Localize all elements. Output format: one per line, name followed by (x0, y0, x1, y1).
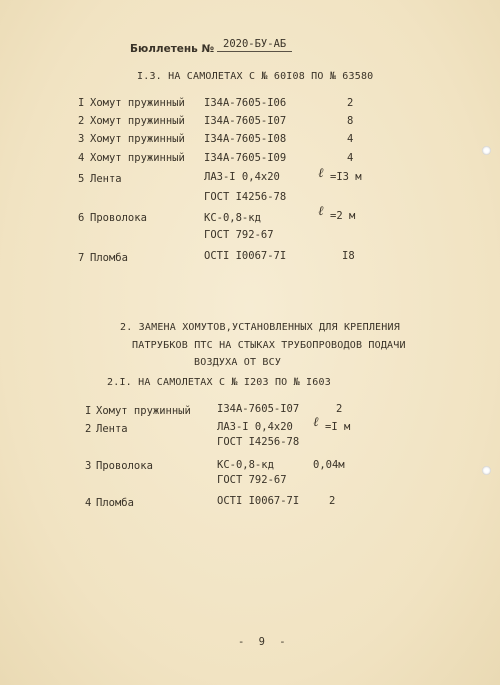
length-symbol: ℓ (318, 166, 324, 181)
item-qty: 4 (347, 152, 354, 164)
item-code: ОСТI I0067-7I (204, 250, 287, 262)
item-number: 4 (78, 152, 85, 164)
item-standard: ГОСТ I4256-78 (204, 191, 287, 203)
length-symbol: ℓ (313, 415, 319, 430)
item-standard: ГОСТ I4256-78 (217, 436, 300, 448)
item-code: I34А-7605-I08 (204, 133, 287, 145)
length-symbol: ℓ (318, 204, 324, 219)
binder-hole-top (482, 146, 491, 155)
item-qty: =2 м (330, 210, 356, 222)
page-number: - 9 - (238, 636, 290, 648)
item-name: Хомут пружинный (90, 115, 185, 127)
item-standard: ГОСТ 792-67 (217, 474, 287, 486)
item-name: Лента (90, 173, 122, 185)
section-2-title-line3: ВОЗДУХА ОТ ВСУ (194, 357, 282, 368)
item-code: КС-0,8-кд (217, 459, 274, 471)
item-qty: 4 (347, 133, 354, 145)
item-name: Хомут пружинный (90, 152, 185, 164)
item-qty: =I м (325, 421, 351, 433)
item-name: Хомут пружинный (90, 97, 185, 109)
item-qty: 0,04м (313, 459, 345, 471)
item-number: 5 (78, 173, 85, 185)
bulletin-label: Бюллетень № (130, 43, 215, 55)
item-name: Проволока (90, 212, 147, 224)
item-code: ЛАЗ-I 0,4х20 (204, 171, 280, 183)
item-name: Хомут пружинный (90, 133, 185, 145)
item-name: Проволока (96, 460, 153, 472)
item-name: Пломба (90, 252, 128, 264)
binder-hole-bottom (482, 466, 491, 475)
item-name: Хомут пружинный (96, 405, 191, 417)
item-qty: 2 (347, 97, 354, 109)
item-code: ОСТI I0067-7I (217, 495, 300, 507)
item-number: 3 (85, 460, 92, 472)
item-name: Пломба (96, 497, 134, 509)
section-2-title-line2: ПАТРУБКОВ ПТС НА СТЫКАХ ТРУБОПРОВОДОВ ПОДАЧИ (132, 340, 406, 351)
section-2-1-title: 2.I. НА САМОЛЕТАХ С № I203 ПО № I603 (107, 377, 331, 388)
item-code: I34А-7605-I09 (204, 152, 287, 164)
bulletin-number: 2020-БУ-АБ (217, 38, 292, 52)
item-standard: ГОСТ 792-67 (204, 229, 274, 241)
item-code: КС-0,8-кд (204, 212, 261, 224)
item-qty: 2 (329, 495, 336, 507)
item-name: Лента (96, 423, 128, 435)
item-code: I34А-7605-I07 (204, 115, 287, 127)
item-code: ЛАЗ-I 0,4х20 (217, 421, 293, 433)
item-code: I34А-7605-I07 (217, 403, 300, 415)
item-qty: 2 (336, 403, 343, 415)
item-number: 4 (85, 497, 92, 509)
item-qty: 8 (347, 115, 354, 127)
item-number: 2 (85, 423, 92, 435)
item-number: 2 (78, 115, 85, 127)
item-qty: I8 (342, 250, 355, 262)
item-number: I (78, 97, 85, 109)
item-number: 3 (78, 133, 85, 145)
item-number: I (85, 405, 92, 417)
item-number: 7 (78, 252, 85, 264)
section-2-title-line1: 2. ЗАМЕНА ХОМУТОВ,УСТАНОВЛЕННЫХ ДЛЯ КРЕПЛЕНИЯ (120, 322, 400, 333)
item-number: 6 (78, 212, 85, 224)
section-1-3-title: I.3. НА САМОЛЕТАХ С № 60I08 ПО № 63580 (137, 71, 374, 82)
item-qty: =I3 м (330, 171, 362, 183)
item-code: I34А-7605-I06 (204, 97, 287, 109)
